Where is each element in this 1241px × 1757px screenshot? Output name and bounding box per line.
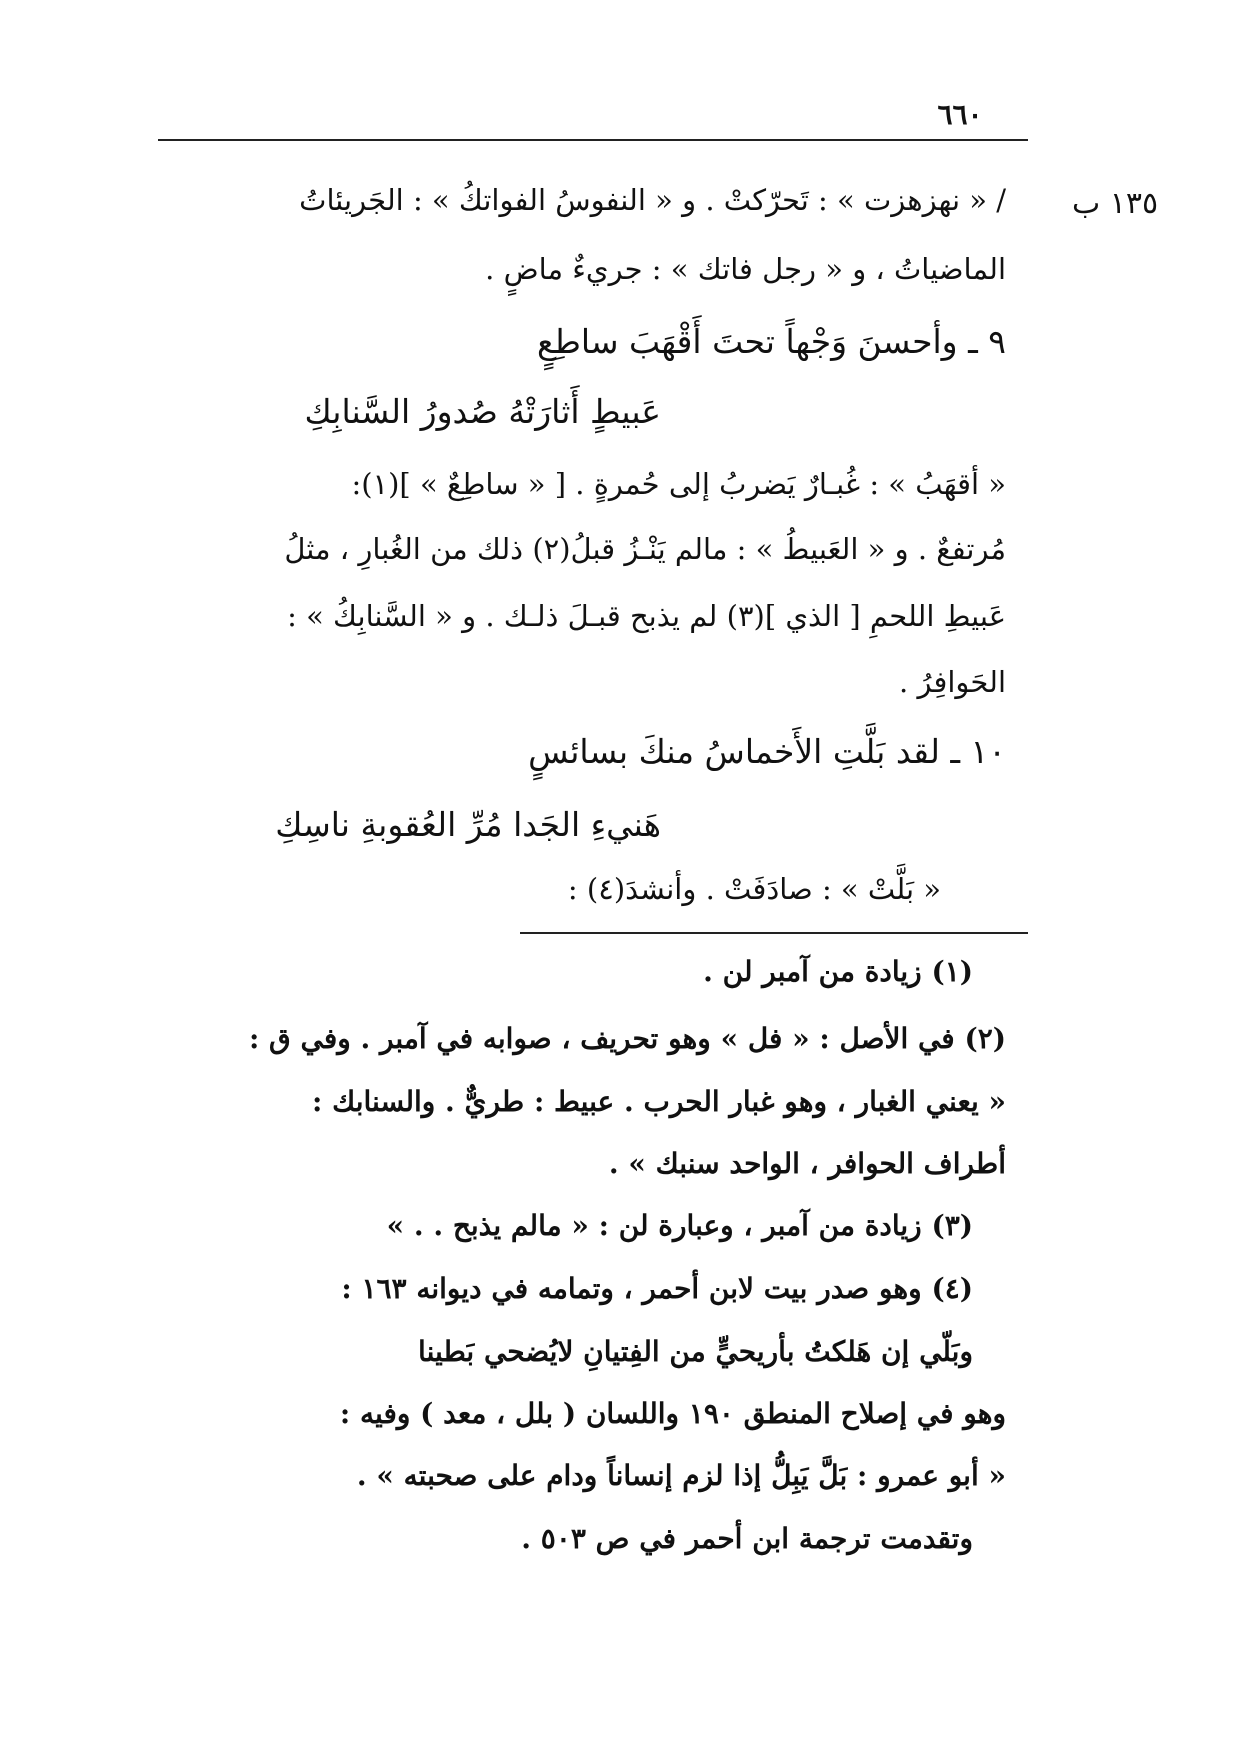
footnote-line: (١) زيادة من آمبر لن .	[703, 955, 973, 988]
footnote-rule	[520, 932, 1028, 934]
text-line: عَبيطِ اللحمِ [ الذي ](٣) لم يذبح قبـلَ ذلـك . و « السَّنابِكُ » :	[287, 599, 1006, 633]
footnote-line: وهو في إصلاح المنطق ١٩٠ واللسان ( بلل ، معد ) وفيه :	[339, 1397, 1006, 1430]
text-line: هَنيءِ الجَدا مُرِّ العُقوبةِ ناسِكِ	[275, 805, 661, 844]
footnote-line: (٣) زيادة من آمبر ، وعبارة لن : « مالم يذبح . . »	[386, 1209, 973, 1242]
text-line: « أقهَبُ » : غُبـارٌ يَضربُ إلى حُمرةٍ . [ « ساطِعٌ » ](١):	[351, 467, 1006, 501]
text-line: الماضياتُ ، و « رجل فاتك » : جريءٌ ماضٍ .	[485, 252, 1006, 286]
footnote-line: أطراف الحوافر ، الواحد سنبك » .	[608, 1147, 1006, 1180]
text-line: « بَلَّتْ » : صادَفَتْ . وأنشدَ(٤) :	[567, 872, 941, 906]
page-number: ٦٦٠	[937, 98, 983, 131]
text-line: الحَوافِرُ .	[899, 665, 1006, 699]
footnote-line: « أبو عمرو : بَلَّ يَبِلُّ إذا لزم إنساناً ودام على صحبته » .	[356, 1459, 1006, 1492]
text-line: عَبيطٍ أَثارَتْهُ صُدورُ السَّنابِكِ	[304, 392, 661, 431]
header-rule	[158, 139, 1028, 141]
footnote-line: « يعني الغبار ، وهو غبار الحرب . عبيط : طريٌّ . والسنابك :	[312, 1085, 1006, 1118]
footnote-line: وبَلّي إن هَلكتُ بأريحيٍّ من الفِتيانِ لايُضحي بَطينا	[418, 1335, 973, 1368]
margin-reference: ١٣٥ ب	[1071, 186, 1159, 221]
text-line: / « نهزهزت » : تَحرّكتْ . و « النفوسُ الفواتكُ » : الجَريئاتُ	[299, 183, 1006, 217]
text-line: ٩ ـ وأحسنَ وَجْهاً تحتَ أَقْهَبَ ساطِعٍ	[537, 322, 1006, 361]
text-line: مُرتفعٌ . و « العَبيطُ » : مالم يَنْـزُ قبلُ(٢) ذلك من الغُبارِ ، مثلُ	[284, 532, 1006, 566]
footnote-line: وتقدمت ترجمة ابن أحمر في ص ٥٠٣ .	[521, 1522, 973, 1555]
text-line: ١٠ ـ لقد بَلَّتِ الأَخماسُ منكَ بسائسٍ	[528, 732, 1006, 771]
footnote-line: (٤) وهو صدر بيت لابن أحمر ، وتمامه في ديوانه ١٦٣ :	[341, 1272, 973, 1305]
footnote-line: (٢) في الأصل : « فل » وهو تحريف ، صوابه في آمبر . وفي ق :	[248, 1022, 1006, 1055]
